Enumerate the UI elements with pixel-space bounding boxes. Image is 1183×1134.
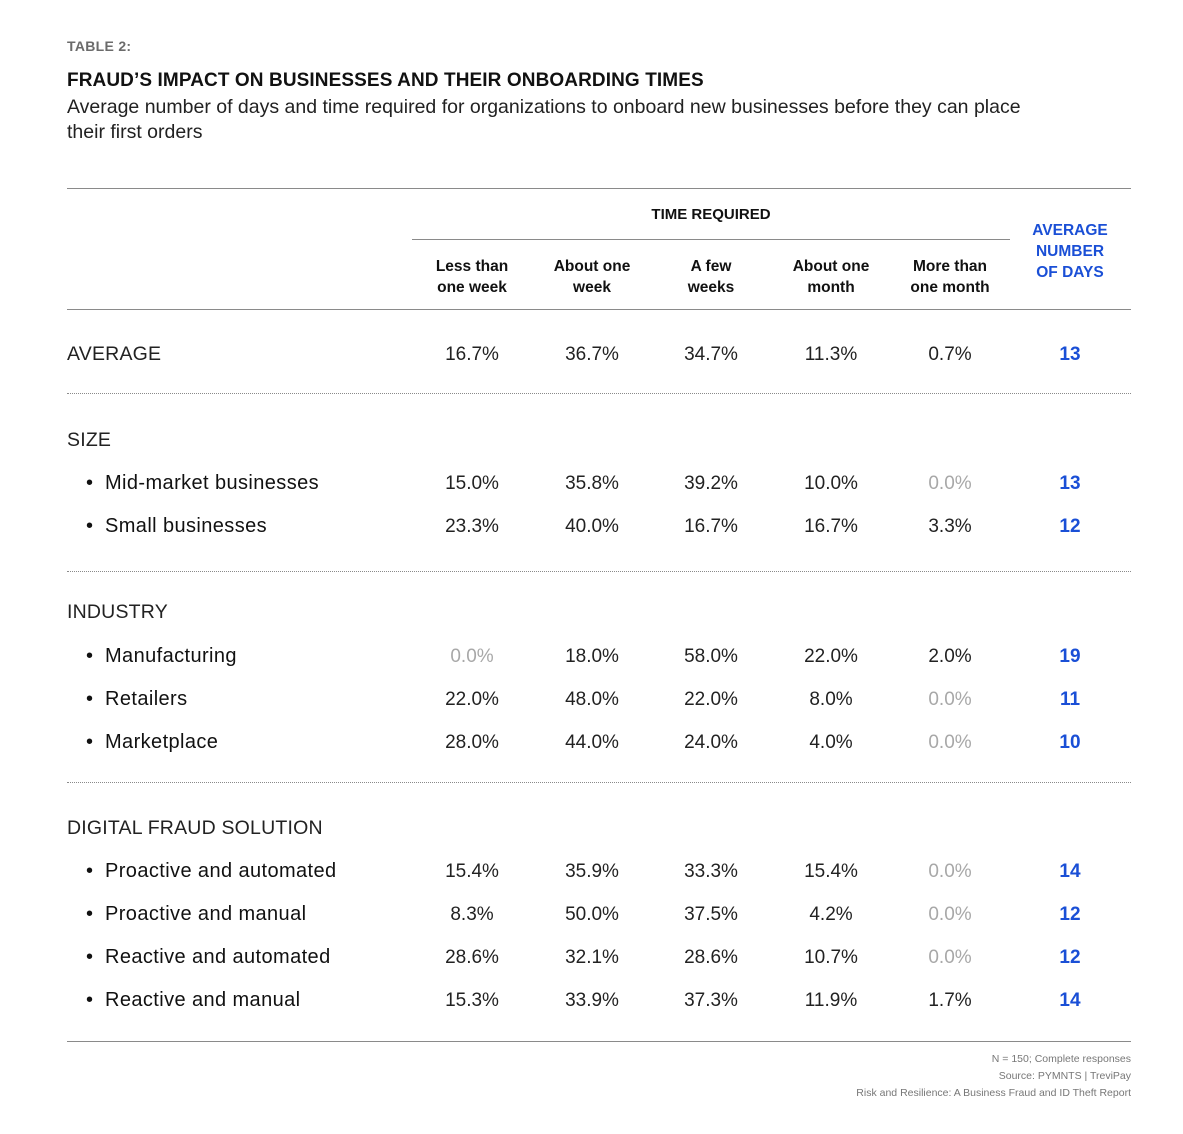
header-rule (67, 309, 1131, 310)
column-header-line: weeks (687, 279, 735, 296)
time-required-rule (412, 239, 1010, 240)
data-cell: 11.3% (804, 344, 858, 365)
row-label (86, 688, 188, 711)
data-cell: 15.0% (445, 473, 499, 494)
bullet-icon: • (86, 903, 94, 925)
bullet-icon: • (86, 860, 94, 882)
row-label (86, 903, 306, 926)
column-header-line: one week (437, 279, 507, 296)
data-cell: 37.5% (684, 904, 738, 925)
row-label-text: Marketplace (105, 731, 219, 753)
average-days-cell: 14 (1059, 861, 1081, 882)
data-cell: 36.7% (565, 344, 619, 365)
section-label: SIZE (67, 429, 112, 451)
table-title: FRAUD’S IMPACT ON BUSINESSES AND THEIR ONBOARDING TIMES (67, 70, 704, 91)
data-cell: 10.0% (804, 473, 858, 494)
footer-source: Source: PYMNTS | TreviPay (998, 1070, 1131, 1082)
row-label (86, 472, 319, 495)
data-cell: 40.0% (565, 516, 619, 537)
top-rule (67, 188, 1131, 189)
data-cell: 37.3% (684, 990, 738, 1011)
row-label (86, 645, 237, 668)
average-days-cell: 10 (1059, 732, 1081, 753)
row-label (86, 946, 331, 969)
table-subtitle: Average number of days and time required for organizations to onboard new businesses before they can place their first orders (67, 96, 1021, 143)
data-cell: 0.0% (928, 473, 972, 494)
data-cell: 22.0% (445, 689, 499, 710)
average-days-cell: 13 (1059, 473, 1081, 494)
column-header-more-than-one-month (890, 256, 1010, 298)
avg-header-line: OF DAYS (1036, 264, 1104, 281)
column-header-line: More than (912, 258, 988, 275)
row-label (86, 731, 218, 754)
average-days-cell: 11 (1059, 689, 1081, 710)
bullet-icon: • (86, 731, 94, 753)
data-cell: 35.9% (565, 861, 619, 882)
row-label-text: Proactive and manual (105, 903, 307, 925)
data-cell: 23.3% (445, 516, 499, 537)
column-header-line: Less than (435, 258, 509, 275)
bullet-icon: • (86, 515, 94, 537)
column-header-a-few-weeks (651, 256, 771, 298)
section-label: DIGITAL FRAUD SOLUTION (67, 817, 323, 839)
data-cell: 15.3% (445, 990, 499, 1011)
column-header-line: month (807, 279, 855, 296)
section-divider (67, 571, 1131, 572)
data-cell: 33.3% (684, 861, 738, 882)
average-days-cell: 13 (1059, 344, 1081, 365)
data-cell: 58.0% (684, 646, 738, 667)
data-cell: 2.0% (928, 646, 972, 667)
average-days-cell: 19 (1059, 646, 1081, 667)
row-label-text: Reactive and automated (105, 946, 331, 968)
avg-header-line: NUMBER (1035, 243, 1105, 260)
data-cell: 35.8% (565, 473, 619, 494)
bullet-icon: • (86, 946, 94, 968)
avg-header-line: AVERAGE (1032, 222, 1108, 239)
data-cell: 0.0% (928, 904, 972, 925)
footer-report-title: Risk and Resilience: A Business Fraud and ID Theft Report (856, 1087, 1131, 1099)
data-cell: 0.0% (928, 689, 972, 710)
data-cell: 50.0% (565, 904, 619, 925)
average-days-cell: 12 (1059, 947, 1081, 968)
data-cell: 0.7% (928, 344, 972, 365)
data-cell: 18.0% (565, 646, 619, 667)
data-cell: 16.7% (445, 344, 499, 365)
data-cell: 16.7% (804, 516, 858, 537)
row-label-text: Retailers (105, 688, 188, 710)
data-cell: 33.9% (565, 990, 619, 1011)
section-divider (67, 782, 1131, 783)
row-label (86, 515, 267, 538)
data-cell: 0.0% (928, 947, 972, 968)
data-cell: 1.7% (928, 990, 972, 1011)
bullet-icon: • (86, 989, 94, 1011)
section-divider (67, 393, 1131, 394)
data-cell: 28.6% (684, 947, 738, 968)
average-days-cell: 14 (1059, 990, 1081, 1011)
row-label (86, 989, 301, 1012)
data-cell: 8.0% (809, 689, 853, 710)
column-header-less-than-one-week (412, 256, 532, 298)
row-label (86, 860, 337, 883)
data-cell: 28.6% (445, 947, 499, 968)
row-label-text: Manufacturing (105, 645, 237, 667)
column-header-about-one-month (771, 256, 891, 298)
bullet-icon: • (86, 688, 94, 710)
column-header-line: week (573, 279, 611, 296)
average-days-cell: 12 (1059, 904, 1081, 925)
bottom-rule (67, 1041, 1131, 1042)
row-label-text: Proactive and automated (105, 860, 337, 882)
data-cell: 4.2% (809, 904, 853, 925)
data-cell: 39.2% (684, 473, 738, 494)
data-cell: 3.3% (928, 516, 972, 537)
data-cell: 11.9% (804, 990, 858, 1011)
column-header-line: one month (910, 279, 990, 296)
row-label-text: Small businesses (105, 515, 268, 537)
data-cell: 32.1% (565, 947, 619, 968)
row-label-text: Mid-market businesses (105, 472, 320, 494)
column-header-average-days (1010, 220, 1130, 283)
footer-sample-note: N = 150; Complete responses (991, 1053, 1131, 1065)
data-cell: 0.0% (928, 861, 972, 882)
data-cell: 22.0% (684, 689, 738, 710)
table-label: TABLE 2: (67, 38, 132, 54)
data-cell: 15.4% (445, 861, 499, 882)
bullet-icon: • (86, 472, 94, 494)
data-cell: 24.0% (684, 732, 738, 753)
data-cell: 22.0% (804, 646, 858, 667)
data-cell: 28.0% (445, 732, 499, 753)
data-cell: 44.0% (565, 732, 619, 753)
data-cell: 15.4% (804, 861, 858, 882)
data-cell: 16.7% (684, 516, 738, 537)
column-header-about-one-week (532, 256, 652, 298)
section-label: INDUSTRY (67, 601, 168, 623)
bullet-icon: • (86, 645, 94, 667)
data-cell: 4.0% (809, 732, 853, 753)
data-cell: 0.0% (928, 732, 972, 753)
section-label: AVERAGE (67, 343, 162, 365)
data-cell: 48.0% (565, 689, 619, 710)
time-required-header: TIME REQUIRED (651, 206, 771, 223)
column-header-line: About one (553, 258, 631, 275)
row-label-text: Reactive and manual (105, 989, 301, 1011)
column-header-line: About one (792, 258, 870, 275)
column-header-line: A few (690, 258, 732, 275)
data-cell: 0.0% (450, 646, 494, 667)
average-days-cell: 12 (1059, 516, 1081, 537)
data-cell: 8.3% (450, 904, 494, 925)
data-cell: 10.7% (804, 947, 858, 968)
data-cell: 34.7% (684, 344, 738, 365)
